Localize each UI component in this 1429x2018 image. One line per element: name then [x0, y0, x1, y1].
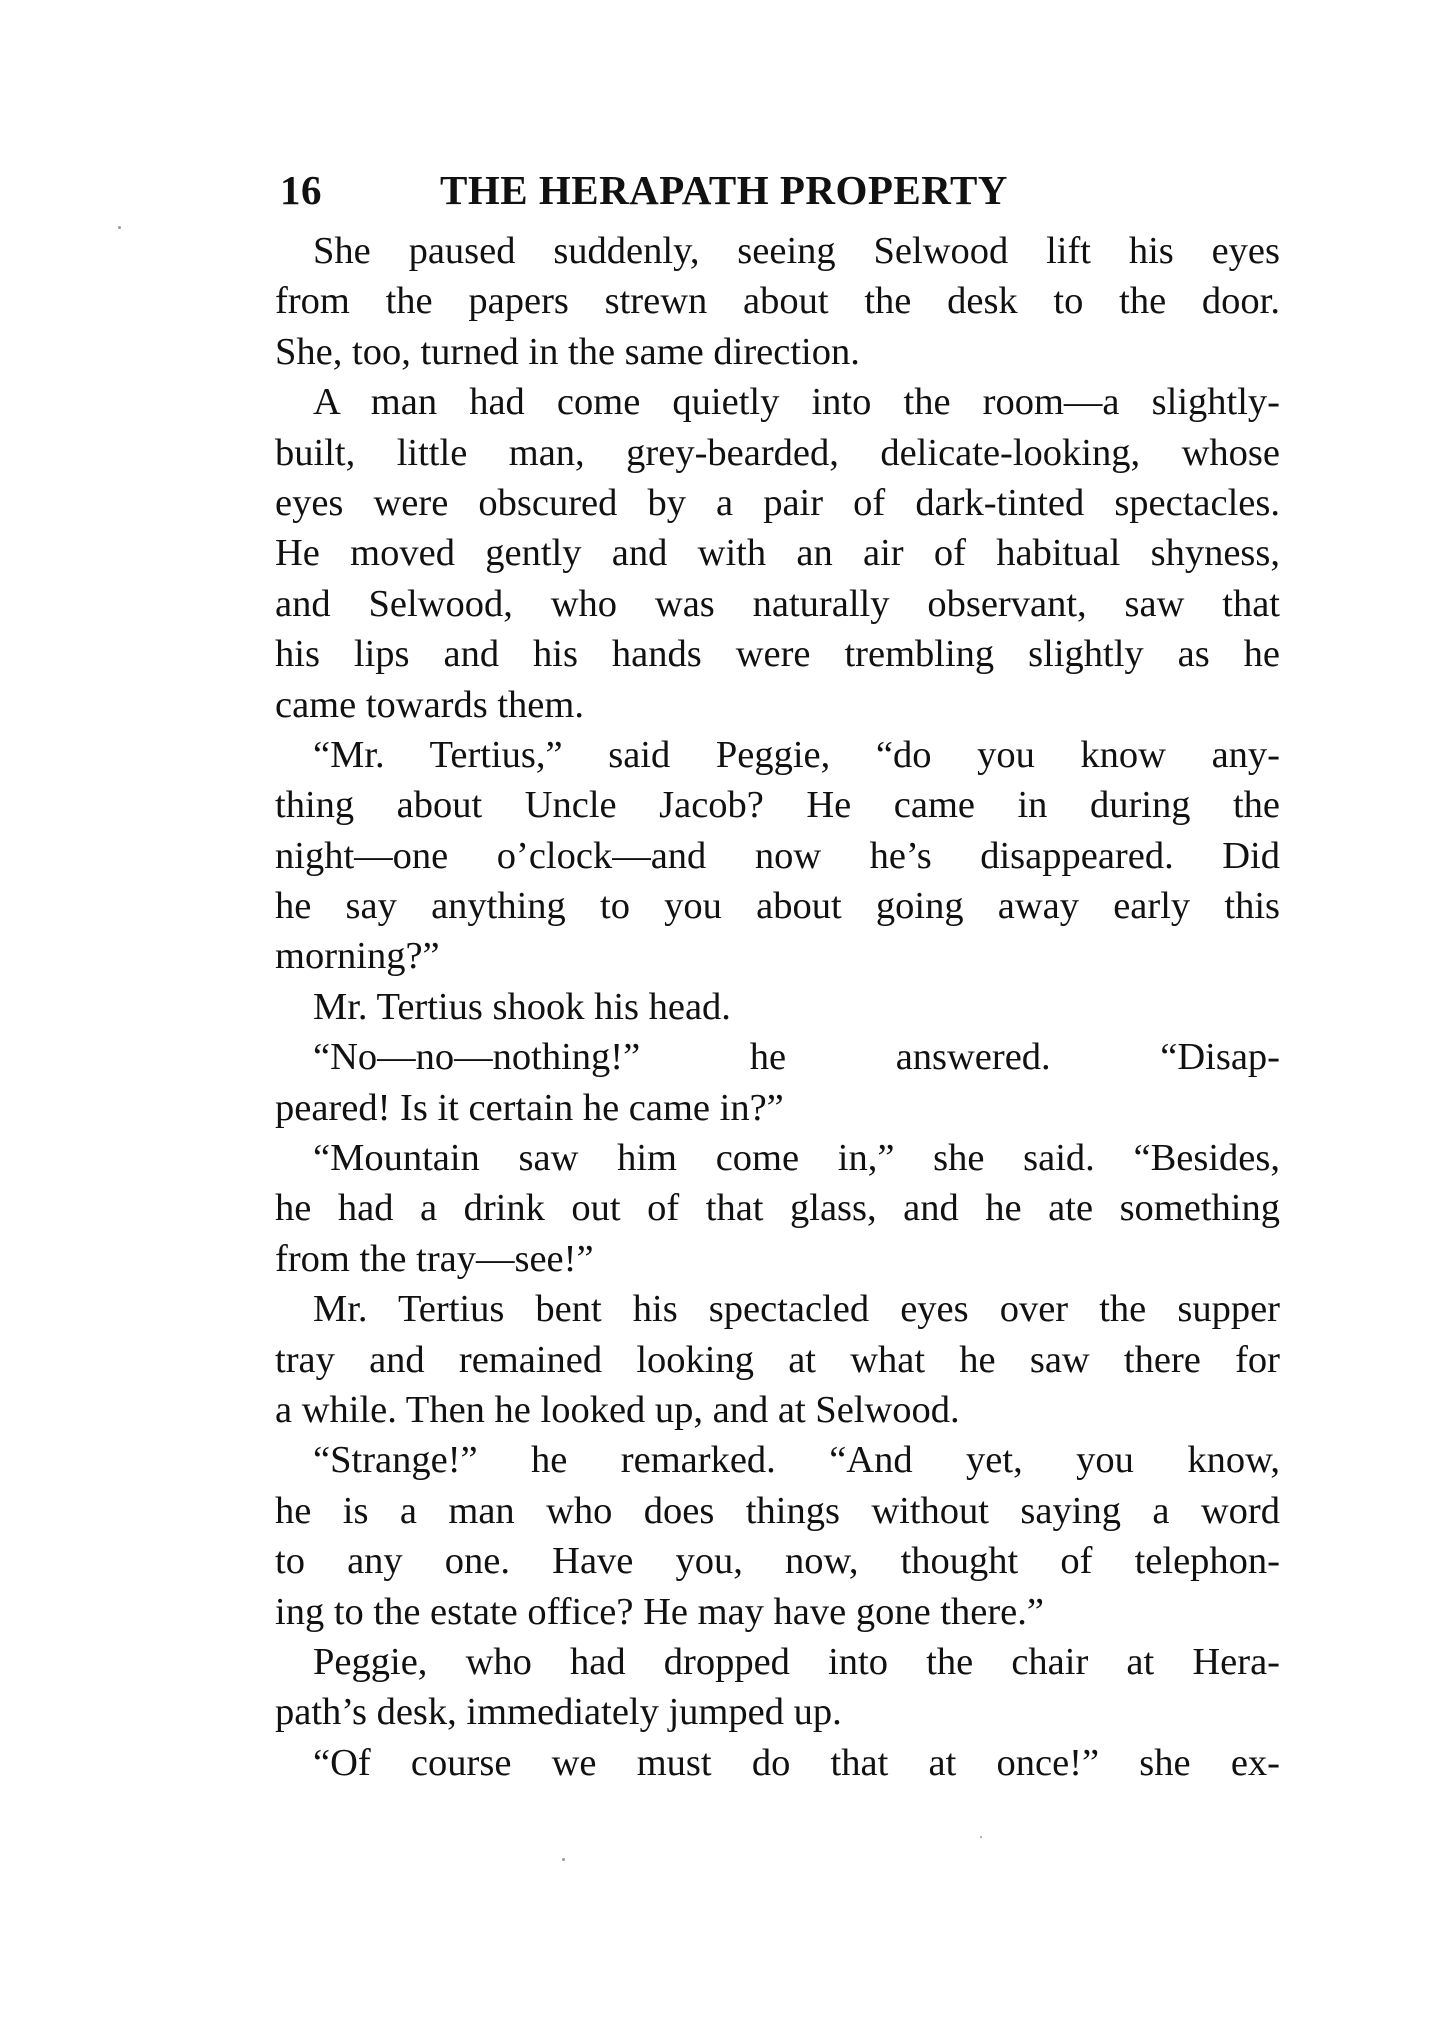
text-line: ing to the estate office? He may have gone there.”: [275, 1590, 1044, 1633]
text-line: and Selwood, who was naturally observant, saw that: [275, 582, 1280, 625]
running-title: THE HERAPATH PROPERTY: [440, 167, 1008, 213]
text-line: he had a drink out of that glass, and he ate something: [275, 1187, 1280, 1230]
text-line: his lips and his hands were trembling slightly as he: [275, 633, 1280, 676]
text-line: thing about Uncle Jacob? He came in during the: [275, 784, 1280, 827]
text-line: He moved gently and with an air of habitual shyness,: [275, 532, 1280, 575]
text-line: “Mountain saw him come in,” she said. “Besides,: [313, 1137, 1280, 1180]
text-line: Mr. Tertius shook his head.: [313, 985, 731, 1028]
text-line: a while. Then he looked up, and at Selwood.: [275, 1388, 960, 1431]
text-line: night—one o’clock—and now he’s disappeared. Did: [275, 834, 1280, 877]
page-number: 16: [280, 167, 322, 213]
text-line: tray and remained looking at what he saw there for: [275, 1338, 1280, 1381]
page-header: [280, 162, 1120, 218]
text-line: Mr. Tertius bent his spectacled eyes over the supper: [313, 1288, 1280, 1331]
scan-speck: [562, 1858, 565, 1861]
scan-speck: [118, 226, 121, 229]
text-line: built, little man, grey-bearded, delicate-looking, whose: [275, 431, 1280, 474]
text-line: morning?”: [275, 935, 440, 978]
text-line: “Strange!” he remarked. “And yet, you know,: [313, 1439, 1280, 1482]
text-line: path’s desk, immediately jumped up.: [275, 1691, 842, 1734]
text-line: “No—no—nothing!” he answered. “Disap-: [313, 1036, 1280, 1079]
text-line: “Mr. Tertius,” said Peggie, “do you know any-: [313, 733, 1280, 776]
text-line: to any one. Have you, now, thought of telephon-: [275, 1540, 1280, 1583]
text-line: came towards them.: [275, 683, 584, 726]
text-line: Peggie, who had dropped into the chair at Hera-: [313, 1640, 1280, 1683]
text-line: She, too, turned in the same direction.: [275, 330, 860, 373]
text-line: he say anything to you about going away early this: [275, 885, 1280, 928]
text-line: peared! Is it certain he came in?”: [275, 1086, 784, 1129]
text-line: from the tray—see!”: [275, 1237, 594, 1280]
body-text: [275, 226, 1280, 1788]
text-line: She paused suddenly, seeing Selwood lift his eyes: [313, 230, 1280, 272]
text-line: A man had come quietly into the room—a slightly-: [313, 381, 1280, 424]
text-line: eyes were obscured by a pair of dark-tinted spectacles.: [275, 481, 1280, 524]
text-line: he is a man who does things without saying a word: [275, 1489, 1280, 1532]
scan-speck: [980, 1836, 982, 1838]
text-line: from the papers strewn about the desk to the door.: [275, 280, 1280, 323]
text-line: “Of course we must do that at once!” she ex-: [313, 1741, 1280, 1784]
